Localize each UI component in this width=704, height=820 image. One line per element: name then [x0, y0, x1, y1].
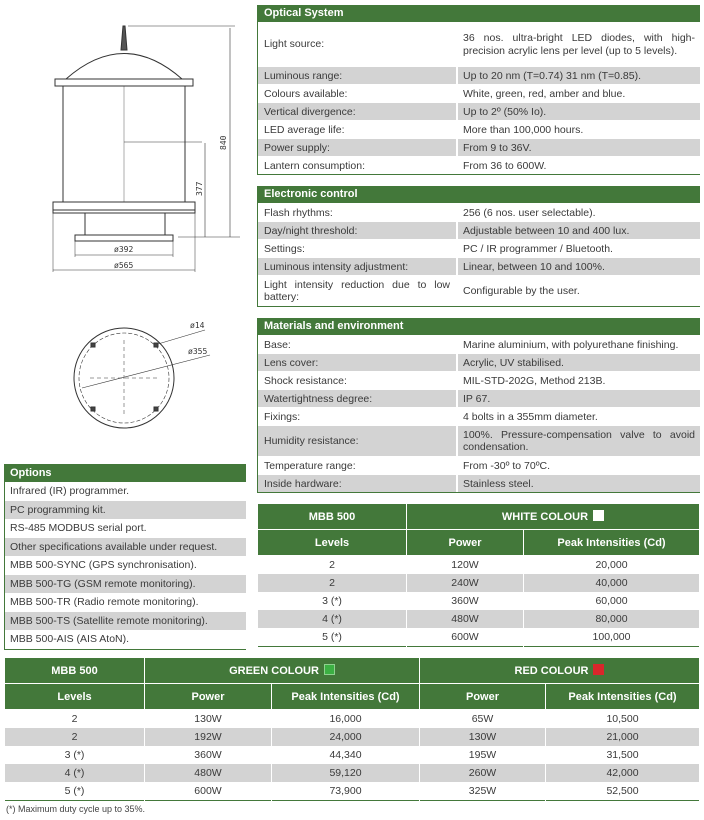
- antenna: [121, 26, 127, 50]
- lantern-side-view-drawing: [30, 0, 255, 280]
- model-header: MBB 500: [258, 504, 407, 530]
- spec-row: Power supply: From 9 to 36V.: [258, 138, 700, 156]
- option-item: PC programming kit.: [5, 501, 246, 520]
- model-header: MBB 500: [5, 658, 145, 684]
- col-header: Levels: [258, 530, 407, 556]
- spec-row: Vertical divergence: Up to 2º (50% Io).: [258, 102, 700, 120]
- option-item: MBB 500-TR (Radio remote monitoring).: [10, 596, 199, 608]
- col-header: Peak Intensities (Cd): [524, 530, 700, 556]
- option-item: MBB 500-AIS (AIS AtoN).: [10, 633, 130, 645]
- spec-row: Inside hardware: Stainless steel.: [258, 474, 700, 492]
- base-flange: [53, 202, 195, 210]
- spec-row: LED average life: More than 100,000 hours.: [258, 120, 700, 138]
- col-header: Peak Intensities (Cd): [272, 684, 420, 710]
- col-header: Levels: [5, 684, 145, 710]
- white-swatch-icon: [593, 510, 604, 521]
- white-colour-table: [257, 503, 700, 647]
- spec-row: Lantern consumption: From 36 to 600W.: [258, 156, 700, 174]
- red-swatch-icon: [593, 664, 604, 675]
- option-item: RS-485 MODBUS serial port.: [10, 522, 147, 534]
- option-item: Infrared (IR) programmer.: [10, 485, 130, 497]
- dome: [66, 54, 182, 80]
- green-swatch-icon: [324, 664, 335, 675]
- dim-392: ø392: [114, 245, 134, 254]
- table-row: 2 130W 16,000 65W 10,500: [5, 710, 700, 729]
- dome-rim: [55, 79, 193, 86]
- option-item: MBB 500-SYNC (GPS synchronisation).: [10, 559, 197, 571]
- spec-row: Colours available: White, green, red, amber and blue.: [258, 84, 700, 102]
- section-title: Options: [5, 464, 246, 482]
- spec-row: Day/night threshold: Adjustable between 10 and 400 lux.: [258, 221, 700, 239]
- spec-row: Flash rhythms: 256 (6 nos. user selectable).: [258, 203, 700, 221]
- table-row: 4 (*) 480W 59,120 260W 42,000: [5, 764, 700, 782]
- table-row: 5 (*) 600W 73,900 325W 52,500: [5, 782, 700, 801]
- table-row: 4 (*) 480W 80,000: [258, 610, 700, 628]
- col-header: Power: [420, 684, 546, 710]
- option-item: MBB 500-TS (Satellite remote monitoring).: [5, 612, 246, 631]
- option-item: MBB 500-TG (GSM remote monitoring).: [5, 575, 246, 594]
- spec-row: Light intensity reduction due to low battery: Configurable by the user.: [258, 275, 700, 306]
- table-row: 2 240W 40,000: [258, 574, 700, 592]
- spec-row: Fixings: 4 bolts in a 355mm diameter.: [258, 407, 700, 425]
- dim-355: ø355: [188, 347, 208, 356]
- col-header: Power: [145, 684, 272, 710]
- table-row: 5 (*) 600W 100,000: [258, 628, 700, 647]
- materials-environment-table: [257, 318, 700, 493]
- options-list: [4, 464, 246, 650]
- base-plate: [75, 235, 173, 241]
- section-title: Materials and environment: [258, 318, 700, 335]
- spec-row: Luminous intensity adjustment: Linear, between 10 and 100%.: [258, 257, 700, 275]
- table-row: 3 (*) 360W 44,340 195W 31,500: [5, 746, 700, 764]
- section-title: Electronic control: [258, 186, 700, 203]
- dim-840: 840: [219, 135, 228, 150]
- spec-row: Shock resistance: MIL-STD-202G, Method 213B.: [258, 371, 700, 389]
- colour-header: WHITE COLOUR: [407, 504, 700, 530]
- green-red-colour-table: [4, 657, 700, 801]
- spec-row: Humidity resistance: 100%. Pressure-compensation valve to avoid condensation.: [258, 425, 700, 456]
- col-header: Power: [407, 530, 524, 556]
- spec-row: Temperature range: From -30º to 70ºC.: [258, 456, 700, 474]
- dim-377: 377: [195, 181, 204, 196]
- spec-row: Luminous range: Up to 20 nm (T=0.74) 31 nm (T=0.85).: [258, 66, 700, 84]
- table-row: 2 192W 24,000 130W 21,000: [5, 728, 700, 746]
- spec-row: Lens cover: Acrylic, UV stabilised.: [258, 353, 700, 371]
- dim-565: ø565: [114, 261, 134, 270]
- col-header: Peak Intensities (Cd): [546, 684, 700, 710]
- spec-row: Watertightness degree: IP 67.: [258, 389, 700, 407]
- red-colour-header: RED COLOUR: [420, 658, 700, 684]
- table-row: 2 120W 20,000: [258, 556, 700, 575]
- section-title: Optical System: [258, 5, 700, 22]
- footnote: (*) Maximum duty cycle up to 35%.: [6, 804, 146, 814]
- base-housing: [85, 213, 165, 235]
- dim-14: ø14: [190, 321, 205, 330]
- table-row: 3 (*) 360W 60,000: [258, 592, 700, 610]
- electronic-control-table: [257, 186, 700, 307]
- green-colour-header: GREEN COLOUR: [145, 658, 420, 684]
- spec-row: Settings: PC / IR programmer / Bluetooth.: [258, 239, 700, 257]
- spec-row: Base: Marine aluminium, with polyurethane finishing.: [258, 335, 700, 353]
- spec-row: Light source: 36 nos. ultra-bright LED diodes, with high-precision acrylic lens per level (up to 5 levels).: [258, 22, 700, 66]
- option-item: Other specifications available under request.: [5, 538, 246, 557]
- lantern-top-view-drawing: [60, 300, 220, 430]
- optical-system-table: [257, 5, 700, 175]
